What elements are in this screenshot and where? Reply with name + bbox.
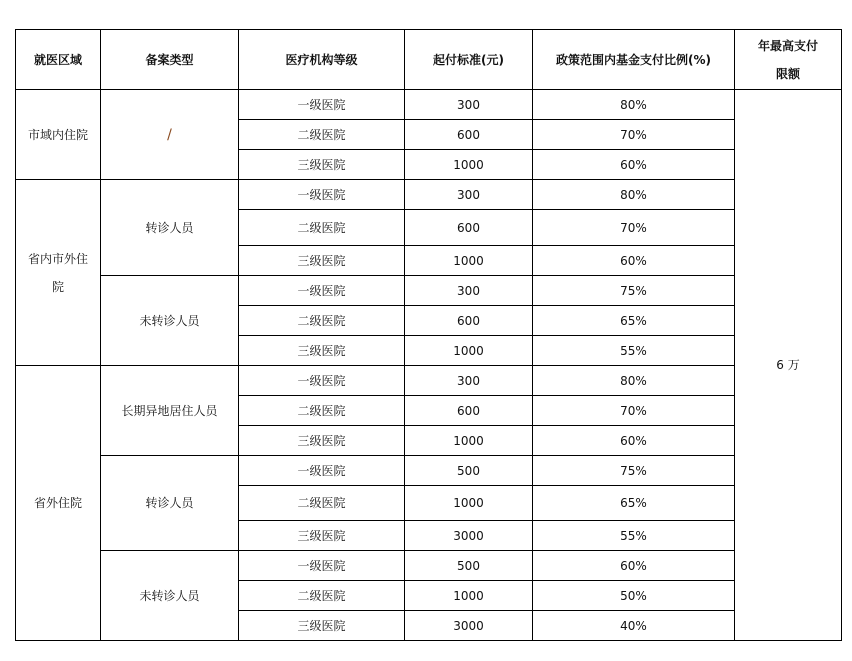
table-row (16, 551, 842, 581)
deductible-cell: 600 (405, 120, 533, 150)
deductible-cell: 500 (405, 551, 533, 581)
deductible-cell: 500 (405, 456, 533, 486)
deductible-cell: 1000 (405, 581, 533, 611)
region-cell: 省内市外住院 (16, 180, 101, 366)
hospital-level-cell: 三级医院 (239, 336, 405, 366)
hospital-level-cell: 二级医院 (239, 306, 405, 336)
ratio-cell: 60% (533, 551, 735, 581)
header-filing-type: 备案类型 (101, 30, 239, 90)
filing-type-cell: 未转诊人员 (101, 276, 239, 366)
table-row (16, 366, 842, 396)
deductible-cell: 1000 (405, 426, 533, 456)
hospital-level-cell: 二级医院 (239, 210, 405, 246)
hospital-level-cell: 二级医院 (239, 486, 405, 521)
deductible-cell: 3000 (405, 521, 533, 551)
hospital-level-cell: 一级医院 (239, 366, 405, 396)
deductible-cell: 300 (405, 366, 533, 396)
ratio-cell: 70% (533, 120, 735, 150)
hospital-level-cell: 三级医院 (239, 246, 405, 276)
header-region: 就医区域 (16, 30, 101, 90)
hospital-level-cell: 一级医院 (239, 180, 405, 210)
deductible-cell: 600 (405, 306, 533, 336)
hospital-level-cell: 三级医院 (239, 150, 405, 180)
ratio-cell: 55% (533, 521, 735, 551)
filing-type-cell: 长期异地居住人员 (101, 366, 239, 456)
ratio-cell: 55% (533, 336, 735, 366)
ratio-cell: 80% (533, 180, 735, 210)
ratio-cell: 60% (533, 426, 735, 456)
table-row (16, 276, 842, 306)
ratio-cell: 75% (533, 276, 735, 306)
deductible-cell: 300 (405, 90, 533, 120)
ratio-cell: 60% (533, 246, 735, 276)
ratio-cell: 50% (533, 581, 735, 611)
hospital-level-cell: 一级医院 (239, 551, 405, 581)
filing-type-cell: / (101, 90, 239, 180)
hospital-level-cell: 三级医院 (239, 426, 405, 456)
filing-type-cell: 未转诊人员 (101, 551, 239, 641)
ratio-cell: 80% (533, 90, 735, 120)
table-body (16, 90, 842, 641)
deductible-cell: 300 (405, 276, 533, 306)
filing-type-cell: 转诊人员 (101, 456, 239, 551)
annual-limit-cell: 6 万 (735, 90, 842, 641)
hospital-level-cell: 一级医院 (239, 456, 405, 486)
ratio-cell: 65% (533, 306, 735, 336)
header-annual-limit: 年最高支付限额 (735, 30, 842, 90)
ratio-cell: 65% (533, 486, 735, 521)
ratio-cell: 70% (533, 396, 735, 426)
ratio-cell: 70% (533, 210, 735, 246)
hospital-level-cell: 二级医院 (239, 581, 405, 611)
hospital-level-cell: 三级医院 (239, 611, 405, 641)
deductible-cell: 1000 (405, 486, 533, 521)
hospitalization-reimbursement-table (15, 29, 842, 641)
header-row (16, 30, 842, 90)
table-row (16, 456, 842, 486)
table-row (16, 180, 842, 210)
ratio-cell: 75% (533, 456, 735, 486)
deductible-cell: 300 (405, 180, 533, 210)
hospital-level-cell: 一级医院 (239, 90, 405, 120)
region-cell: 市域内住院 (16, 90, 101, 180)
deductible-cell: 600 (405, 396, 533, 426)
table-row (16, 90, 842, 120)
header-reimbursement-ratio: 政策范围内基金支付比例(%) (533, 30, 735, 90)
ratio-cell: 40% (533, 611, 735, 641)
header-hospital-level: 医疗机构等级 (239, 30, 405, 90)
deductible-cell: 1000 (405, 150, 533, 180)
hospital-level-cell: 二级医院 (239, 120, 405, 150)
filing-type-cell: 转诊人员 (101, 180, 239, 276)
deductible-cell: 3000 (405, 611, 533, 641)
ratio-cell: 80% (533, 366, 735, 396)
hospital-level-cell: 三级医院 (239, 521, 405, 551)
hospital-level-cell: 二级医院 (239, 396, 405, 426)
ratio-cell: 60% (533, 150, 735, 180)
header-deductible: 起付标准(元) (405, 30, 533, 90)
deductible-cell: 1000 (405, 246, 533, 276)
region-cell: 省外住院 (16, 366, 101, 641)
hospital-level-cell: 一级医院 (239, 276, 405, 306)
deductible-cell: 1000 (405, 336, 533, 366)
deductible-cell: 600 (405, 210, 533, 246)
